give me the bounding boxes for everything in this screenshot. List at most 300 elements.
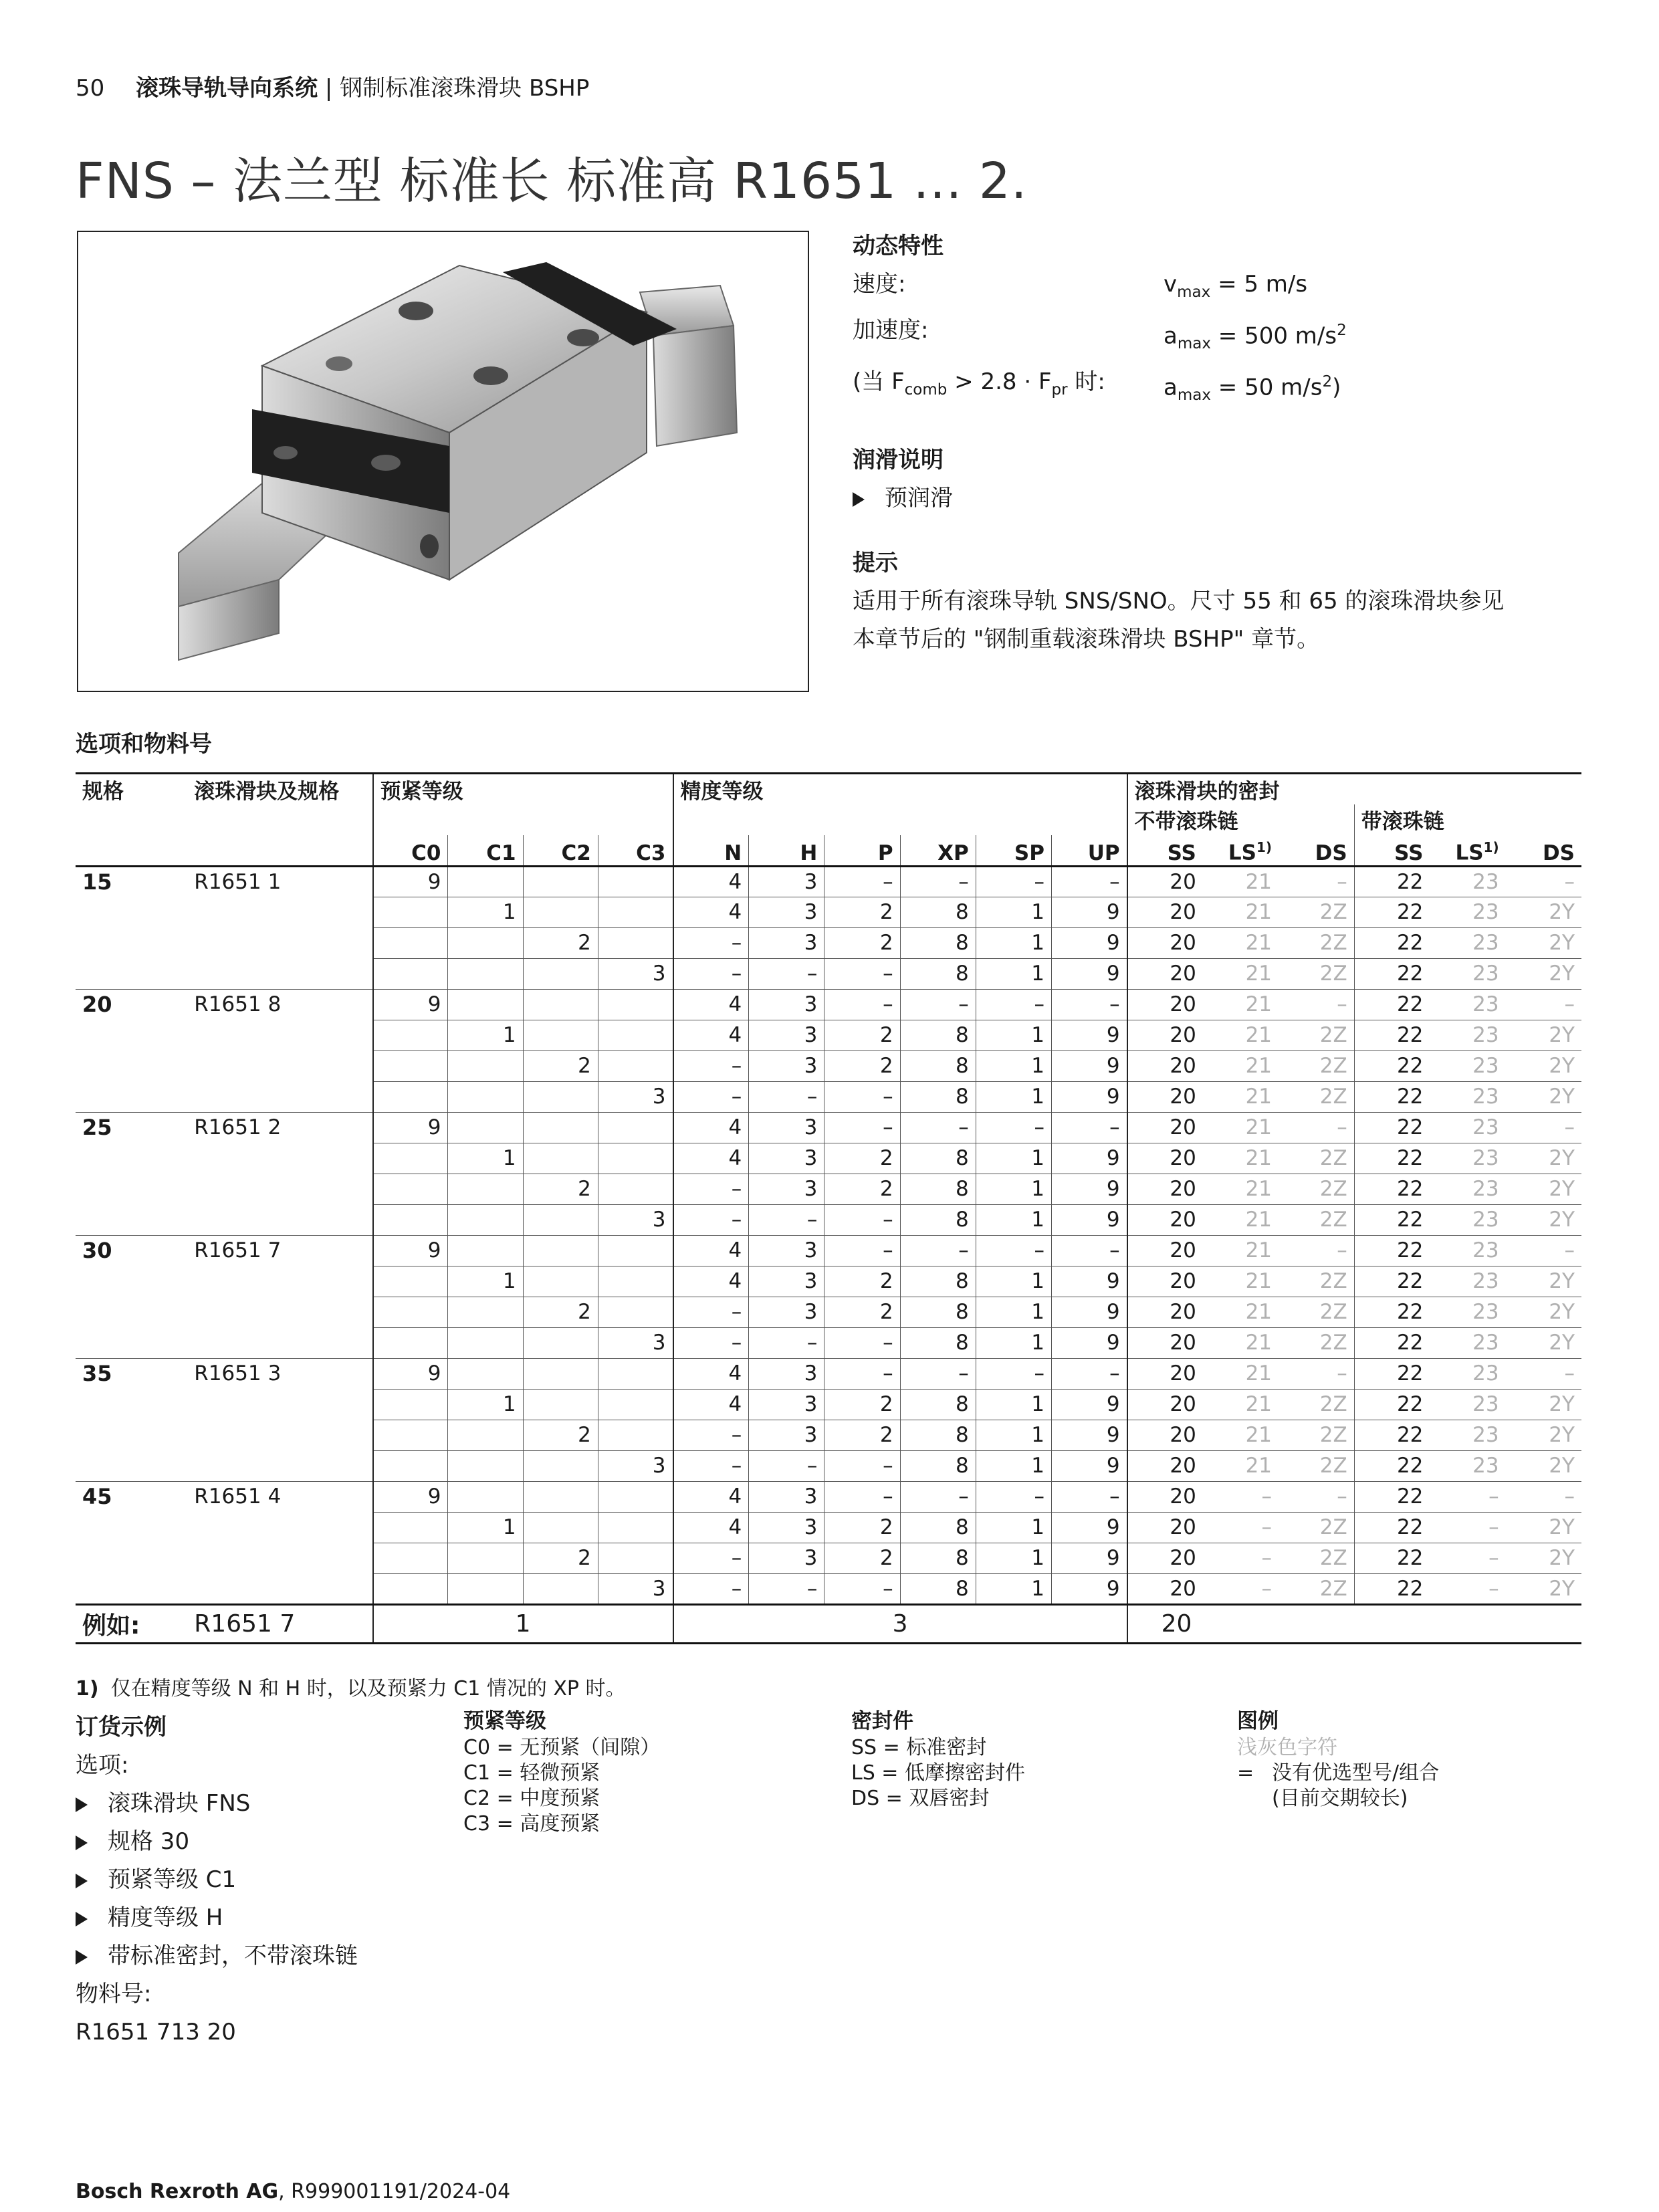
spec-speed	[853, 265, 1608, 312]
block-part-cell: R1651 1	[194, 869, 282, 894]
size-cell	[76, 1543, 187, 1573]
seal-cell: 21	[1203, 958, 1279, 989]
accuracy-cell: 9	[1051, 1081, 1127, 1112]
seal-cell: –	[1279, 1235, 1354, 1266]
accuracy-cell: 1	[976, 897, 1051, 927]
accuracy-cell: –	[976, 1481, 1051, 1512]
accuracy-cell: 3	[749, 1358, 824, 1389]
preload-cell	[523, 958, 598, 989]
col-seal-ds-chain: DS	[1542, 841, 1575, 865]
seal-cell: 23	[1430, 1266, 1505, 1297]
accuracy-cell: –	[1051, 866, 1127, 897]
accuracy-cell: 3	[749, 1174, 824, 1204]
preload-cell	[598, 927, 673, 958]
accuracy-cell: 3	[749, 1050, 824, 1081]
preload-cell	[373, 1020, 448, 1050]
preload-cell: 9	[373, 989, 448, 1020]
table-header-row-1	[76, 774, 1581, 805]
seal-cell: –	[1279, 1112, 1354, 1143]
preload-cell	[598, 1050, 673, 1081]
seal-cell: 20	[1127, 1081, 1203, 1112]
preload-cell	[598, 1389, 673, 1420]
accuracy-cell: –	[673, 1543, 749, 1573]
seal-cell: 20	[1127, 989, 1203, 1020]
block-part-cell: R1651 2	[187, 1112, 372, 1143]
table-row	[76, 1358, 1581, 1389]
preload-cell	[373, 1389, 448, 1420]
size-cell	[76, 1050, 187, 1081]
block-part-cell	[187, 1389, 372, 1420]
accuracy-cell: 9	[1051, 1450, 1127, 1481]
accuracy-cell: 1	[976, 1327, 1051, 1358]
seal-legend-heading: 密封件	[851, 1709, 913, 1733]
block-part-cell	[187, 1327, 372, 1358]
accuracy-cell: 2	[824, 1020, 900, 1050]
seal-cell: 21	[1245, 869, 1273, 894]
seal-cell: 22	[1354, 1358, 1430, 1389]
preload-cell	[448, 1543, 523, 1573]
accuracy-cell: 2	[824, 1143, 900, 1174]
block-part-cell	[187, 1543, 372, 1573]
accuracy-cell: 2	[824, 1543, 900, 1573]
legend	[1237, 1708, 1439, 1811]
preload-cell	[598, 1112, 673, 1143]
table-row	[76, 1143, 1581, 1174]
seal-cell: 23	[1430, 1143, 1505, 1174]
col-seal-ls-no-chain: LS$^{1)}$	[1228, 839, 1273, 865]
seal-cell: 20	[1127, 897, 1203, 927]
spec-acceleration-label: 加速度:	[853, 316, 929, 344]
accuracy-cell: –	[976, 1358, 1051, 1389]
col-accuracy-p: P	[824, 835, 900, 866]
accuracy-cell: –	[673, 1174, 749, 1204]
seal-cell: 20	[1127, 1481, 1203, 1512]
seal-cell: 20	[1127, 1235, 1203, 1266]
accuracy-cell: –	[824, 1235, 900, 1266]
block-part-cell	[187, 1204, 372, 1235]
accuracy-cell: 4	[673, 866, 749, 897]
accuracy-cell: 8	[900, 1327, 976, 1358]
preload-legend	[463, 1708, 660, 1837]
accuracy-cell: 4	[673, 1112, 749, 1143]
order-example-heading: 订货示例	[76, 1714, 167, 1741]
preload-cell	[373, 1573, 448, 1604]
triangle-bullet-icon	[76, 1950, 88, 1965]
size-cell	[76, 1143, 187, 1174]
preload-cell	[448, 1481, 523, 1512]
seal-cell: –	[1337, 869, 1347, 894]
preload-cell	[598, 1420, 673, 1450]
seal-cell: 2Z	[1279, 1143, 1354, 1174]
table-row	[76, 1512, 1581, 1543]
seal-cell: 22	[1354, 897, 1430, 927]
preload-cell	[373, 1174, 448, 1204]
size-cell	[76, 1420, 187, 1450]
order-option-item: 带标准密封，不带滚珠链	[76, 1937, 358, 1975]
accuracy-cell: –	[673, 1081, 749, 1112]
seal-cell: 23	[1430, 1358, 1505, 1389]
size-cell	[76, 1204, 187, 1235]
preload-cell	[448, 1204, 523, 1235]
preload-cell	[523, 1204, 598, 1235]
seal-cell: 22	[1354, 1450, 1430, 1481]
preload-cell: 2	[523, 1050, 598, 1081]
seal-cell: 2Y	[1506, 1050, 1581, 1081]
accuracy-cell: 9	[1051, 958, 1127, 989]
table-row	[76, 897, 1581, 927]
table-row	[76, 1020, 1581, 1050]
accuracy-cell: 4	[673, 1512, 749, 1543]
seal-cell: 22	[1354, 1297, 1430, 1327]
preload-legend-line: C0 = 无预紧（间隙）	[463, 1736, 661, 1759]
seal-cell: –	[1279, 989, 1354, 1020]
preload-cell	[448, 1050, 523, 1081]
block-part-cell	[187, 1020, 372, 1050]
seal-cell: 2Y	[1506, 927, 1581, 958]
accuracy-cell: –	[900, 1481, 976, 1512]
accuracy-cell: 2	[824, 1512, 900, 1543]
header-separator: |	[324, 75, 333, 102]
preload-cell	[598, 1543, 673, 1573]
preload-cell	[598, 1358, 673, 1389]
seal-cell: 2Z	[1279, 1297, 1354, 1327]
seal-cell: 2Y	[1506, 1543, 1581, 1573]
seal-cell: 2Y	[1506, 1143, 1581, 1174]
table-row	[76, 1297, 1581, 1327]
accuracy-cell: 3	[749, 1420, 824, 1450]
example-seal: 20	[1127, 1604, 1581, 1643]
seal-cell: 2Y	[1506, 1174, 1581, 1204]
preload-cell: 3	[598, 1204, 673, 1235]
preload-cell	[448, 958, 523, 989]
preload-cell	[523, 1481, 598, 1512]
preload-cell: 3	[598, 958, 673, 989]
seal-cell: 23	[1430, 1020, 1505, 1050]
table-row	[76, 1235, 1581, 1266]
accuracy-cell: –	[824, 989, 900, 1020]
accuracy-cell: 9	[1051, 897, 1127, 927]
accuracy-cell: 8	[900, 927, 976, 958]
accuracy-cell: 1	[976, 1081, 1051, 1112]
seal-cell: 20	[1127, 1358, 1203, 1389]
preload-cell	[448, 1420, 523, 1450]
size-cell: 20	[76, 989, 187, 1020]
block-part-cell	[187, 958, 372, 989]
footer-company: Bosch Rexroth AG	[76, 2180, 279, 2203]
table-row	[76, 1420, 1581, 1450]
preload-cell: 1	[448, 897, 523, 927]
part-number-label: 物料号:	[76, 1981, 152, 2007]
preload-cell	[448, 1112, 523, 1143]
block-part-cell	[187, 927, 372, 958]
seal-cell: 2Y	[1506, 897, 1581, 927]
preload-cell: 1	[448, 1020, 523, 1050]
block-part-cell	[187, 1297, 372, 1327]
preload-cell: 9	[373, 866, 448, 897]
seal-cell: –	[1506, 989, 1581, 1020]
page-title: FNS – 法兰型 标准长 标准高 R1651 ... 2.	[76, 152, 1028, 210]
preload-cell: 2	[523, 927, 598, 958]
legend-line1: = 没有优选型号/组合	[1237, 1761, 1440, 1785]
preload-cell: 1	[448, 1266, 523, 1297]
table-row	[76, 927, 1581, 958]
example-label: 例如:	[82, 1612, 140, 1640]
preload-cell	[523, 1450, 598, 1481]
specs-panel	[853, 227, 1608, 659]
preload-cell	[448, 1235, 523, 1266]
preload-cell	[373, 958, 448, 989]
table-row	[76, 1481, 1581, 1512]
accuracy-cell: 3	[749, 1112, 824, 1143]
seal-cell: 21	[1203, 1112, 1279, 1143]
seal-cell: 20	[1127, 1389, 1203, 1420]
seal-cell: –	[1506, 1358, 1581, 1389]
col-block: 滚珠滑块及规格	[194, 780, 340, 804]
seal-cell: 2Y	[1506, 1266, 1581, 1297]
preload-cell	[373, 1512, 448, 1543]
seal-cell: 22	[1354, 927, 1430, 958]
accuracy-cell: –	[1051, 1358, 1127, 1389]
block-part-cell	[187, 1174, 372, 1204]
table-row	[76, 1389, 1581, 1420]
seal-cell: 23	[1430, 1050, 1505, 1081]
preload-cell	[523, 1020, 598, 1050]
seal-cell: 20	[1127, 1512, 1203, 1543]
seal-cell: 23	[1430, 989, 1505, 1020]
seal-cell: 22	[1354, 989, 1430, 1020]
size-cell	[76, 1297, 187, 1327]
section-title: 滚珠导轨导向系统	[136, 75, 318, 102]
accuracy-cell: –	[900, 1112, 976, 1143]
seal-cell: –	[1203, 1573, 1279, 1604]
preload-cell	[598, 1297, 673, 1327]
col-preload-c0: C0	[373, 835, 448, 866]
triangle-bullet-icon	[853, 492, 865, 507]
table-row	[76, 1573, 1581, 1604]
seal-cell: –	[1279, 1481, 1354, 1512]
accuracy-cell: –	[976, 1112, 1051, 1143]
col-accuracy-n: N	[673, 835, 749, 866]
size-cell	[76, 1020, 187, 1050]
seal-cell: 22	[1354, 1174, 1430, 1204]
lubrication-item: 预润滑	[853, 479, 1608, 518]
seal-cell: 20	[1127, 1204, 1203, 1235]
size-cell	[76, 927, 187, 958]
preload-legend-line: C2 = 中度预紧	[463, 1787, 600, 1810]
seal-cell: 21	[1203, 1143, 1279, 1174]
accuracy-cell: 9	[1051, 1512, 1127, 1543]
accuracy-cell: 1	[976, 1297, 1051, 1327]
table-row	[76, 1174, 1581, 1204]
accuracy-cell: 8	[900, 1266, 976, 1297]
accuracy-cell: 1	[976, 1389, 1051, 1420]
accuracy-cell: 4	[673, 897, 749, 927]
accuracy-cell: 4	[673, 989, 749, 1020]
preload-cell	[448, 927, 523, 958]
accuracy-cell: 3	[749, 1143, 824, 1174]
preload-cell	[598, 1481, 673, 1512]
block-part-cell	[187, 1512, 372, 1543]
col-accuracy-sp: SP	[976, 835, 1051, 866]
seal-cell: 20	[1127, 866, 1203, 897]
accuracy-cell: –	[749, 1573, 824, 1604]
accuracy-cell: 8	[900, 1204, 976, 1235]
accuracy-cell: 3	[749, 1512, 824, 1543]
page-footer	[76, 2180, 510, 2203]
col-seal-ls-chain: LS$^{1)}$	[1455, 839, 1499, 865]
size-cell	[76, 1389, 187, 1420]
accuracy-cell: 2	[824, 1420, 900, 1450]
accuracy-cell: –	[673, 927, 749, 958]
seal-cell: 21	[1203, 1081, 1279, 1112]
accuracy-cell: 8	[900, 1420, 976, 1450]
accuracy-cell: –	[749, 1204, 824, 1235]
accuracy-cell: 4	[673, 1389, 749, 1420]
accuracy-cell: –	[673, 1204, 749, 1235]
accuracy-cell: 1	[976, 1573, 1051, 1604]
seal-cell: 21	[1203, 1174, 1279, 1204]
seal-cell: 2Z	[1279, 1512, 1354, 1543]
seal-cell: 2Z	[1279, 1204, 1354, 1235]
seal-cell: 23	[1430, 1450, 1505, 1481]
accuracy-cell: –	[1051, 1112, 1127, 1143]
seal-cell: 2Y	[1506, 1450, 1581, 1481]
seal-cell: 23	[1430, 958, 1505, 989]
col-seal-ss-no-chain: SS	[1127, 835, 1203, 866]
seal-cell: 22	[1354, 1050, 1430, 1081]
footnote-mark: 1)	[76, 1677, 99, 1700]
block-part-cell	[187, 897, 372, 927]
preload-cell	[448, 1174, 523, 1204]
preload-cell	[373, 1543, 448, 1573]
accuracy-cell: 9	[1051, 1266, 1127, 1297]
seal-cell: 2Y	[1506, 1020, 1581, 1050]
accuracy-cell: –	[673, 1327, 749, 1358]
preload-cell: 9	[373, 1112, 448, 1143]
preload-cell	[373, 1266, 448, 1297]
accuracy-cell: 3	[749, 897, 824, 927]
seal-cell: –	[1564, 869, 1575, 894]
seal-cell: 22	[1354, 1112, 1430, 1143]
seal-cell: 20	[1127, 1420, 1203, 1450]
subsection-title: 钢制标准滚珠滑块 BSHP	[340, 75, 590, 102]
col-seal: 滚珠滑块的密封	[1127, 774, 1581, 805]
block-part-cell	[187, 1450, 372, 1481]
accuracy-cell: 9	[1051, 1050, 1127, 1081]
seal-cell: 23	[1430, 1327, 1505, 1358]
options-table	[76, 772, 1581, 1644]
preload-legend-line: C3 = 高度预紧	[463, 1812, 600, 1836]
accuracy-cell: 3	[749, 1266, 824, 1297]
seal-cell: 20	[1127, 1266, 1203, 1297]
seal-cell: 22	[1354, 1266, 1430, 1297]
preload-cell	[598, 989, 673, 1020]
accuracy-cell: 3	[749, 1235, 824, 1266]
preload-cell: 9	[373, 1235, 448, 1266]
size-cell: 35	[76, 1358, 187, 1389]
seal-cell: 2Z	[1279, 1327, 1354, 1358]
seal-cell: 2Y	[1506, 1327, 1581, 1358]
accuracy-cell: 4	[673, 1020, 749, 1050]
seal-cell: 2Z	[1279, 1450, 1354, 1481]
accuracy-cell: –	[900, 989, 976, 1020]
footnote-text: 仅在精度等级 N 和 H 时，以及预紧力 C1 情况的 XP 时。	[110, 1677, 626, 1700]
seal-cell: 20	[1127, 1573, 1203, 1604]
example-preload: 1	[373, 1604, 673, 1643]
accuracy-cell: –	[824, 1112, 900, 1143]
footer-doc: , R999001191/2024-04	[278, 2180, 511, 2203]
seal-cell: 2Z	[1279, 958, 1354, 989]
seal-cell: 23	[1430, 1081, 1505, 1112]
accuracy-cell: 1	[976, 927, 1051, 958]
accuracy-cell: 1	[976, 1266, 1051, 1297]
accuracy-cell: 9	[1051, 1543, 1127, 1573]
seal-cell: 2Z	[1279, 1420, 1354, 1450]
seal-cell: 23	[1430, 1235, 1505, 1266]
seal-cell: 21	[1203, 1358, 1279, 1389]
seal-cell: 21	[1203, 1327, 1279, 1358]
block-part-cell: R1651 7	[187, 1235, 372, 1266]
preload-cell	[598, 1235, 673, 1266]
size-cell	[76, 1327, 187, 1358]
seal-cell: 2Z	[1279, 1389, 1354, 1420]
order-option-item: 预紧等级 C1	[76, 1861, 358, 1899]
preload-cell	[373, 897, 448, 927]
accuracy-cell: 4	[673, 1481, 749, 1512]
seal-cell: 23	[1472, 869, 1499, 894]
accuracy-cell: 1	[976, 1143, 1051, 1174]
seal-cell: –	[1506, 1235, 1581, 1266]
legend-heading: 图例	[1237, 1709, 1279, 1733]
col-preload: 预紧等级	[373, 774, 673, 805]
seal-cell: 20	[1127, 1112, 1203, 1143]
seal-cell: 2Z	[1279, 897, 1354, 927]
size-cell	[76, 1573, 187, 1604]
example-part: R1651 7	[194, 1610, 296, 1638]
col-no-chain: 不带滚珠链	[1127, 804, 1355, 835]
seal-cell: 21	[1203, 1420, 1279, 1450]
accuracy-cell: 9	[1051, 1297, 1127, 1327]
accuracy-cell: –	[1051, 989, 1127, 1020]
accuracy-cell: 8	[900, 1573, 976, 1604]
size-cell: 45	[76, 1481, 187, 1512]
size-cell	[76, 1081, 187, 1112]
options-heading: 选项和物料号	[76, 731, 212, 758]
seal-cell: 22	[1354, 1204, 1430, 1235]
seal-cell: –	[1506, 1112, 1581, 1143]
preload-cell	[448, 1327, 523, 1358]
accuracy-cell: –	[673, 1297, 749, 1327]
seal-cell: 20	[1127, 1327, 1203, 1358]
preload-cell	[598, 866, 673, 897]
seal-cell: 23	[1430, 927, 1505, 958]
seal-cell: 21	[1203, 927, 1279, 958]
spec-speed-value: $v_{max} = 5$ m/s	[1164, 271, 1308, 301]
accuracy-cell: 9	[1051, 1327, 1127, 1358]
seal-cell: 22	[1354, 1389, 1430, 1420]
preload-cell	[523, 897, 598, 927]
accuracy-cell: 2	[824, 927, 900, 958]
table-row	[76, 989, 1581, 1020]
preload-cell	[523, 1081, 598, 1112]
table-row	[76, 1081, 1581, 1112]
accuracy-cell: 3	[749, 989, 824, 1020]
seal-cell: 20	[1127, 1143, 1203, 1174]
ball-runner-block-illustration	[78, 232, 808, 691]
table-row	[76, 1204, 1581, 1235]
seal-cell: 20	[1127, 1050, 1203, 1081]
preload-cell	[373, 1081, 448, 1112]
